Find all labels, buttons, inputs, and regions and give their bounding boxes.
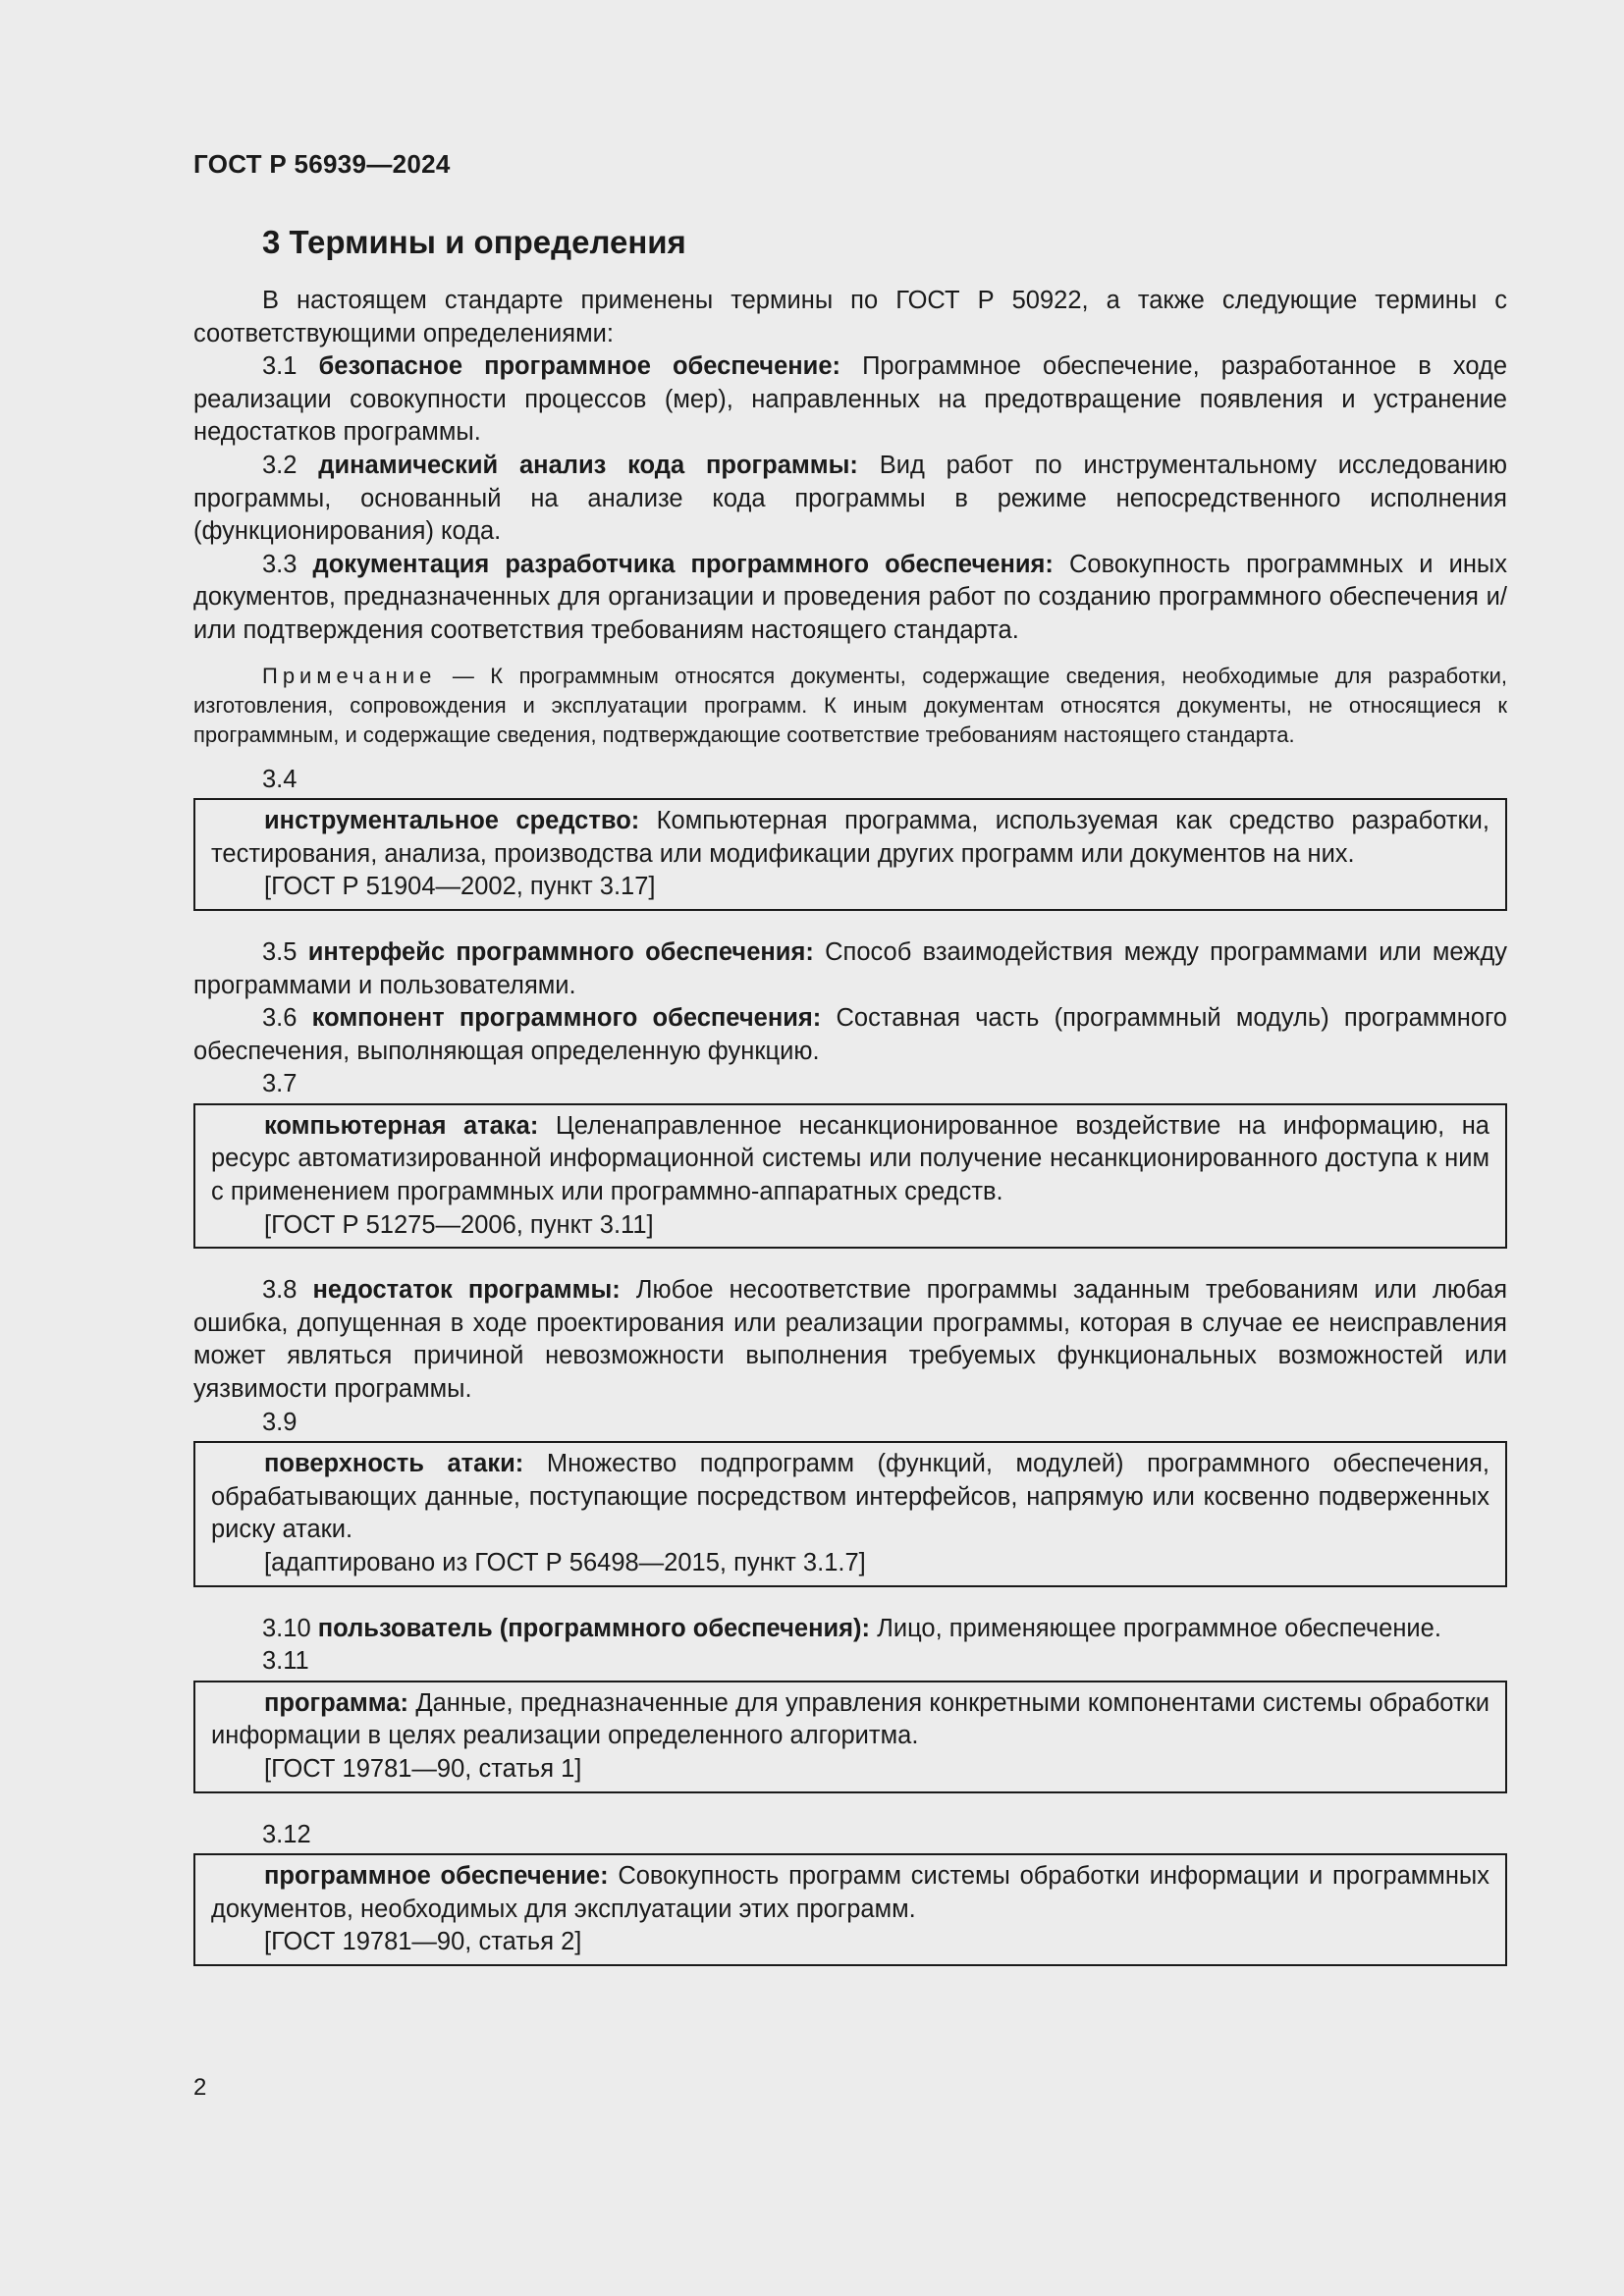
page-number: 2 bbox=[193, 2074, 207, 2101]
term-definition: Совокупность программных и иных документов, предназначенных для организации и проведения работ по созданию программного обеспечения и/или подтверждения соответствия требованиям настоящего стандарта. bbox=[193, 550, 1507, 644]
term-source: [ГОСТ 19781—90, статья 1] bbox=[264, 1754, 582, 1783]
term-name: инструментальное средство: bbox=[264, 807, 640, 835]
term-3-6: 3.6 компонент программного обеспечения: Составная часть (программный модуль) программного обеспечения, выполняющая определенную функцию. bbox=[193, 1004, 1507, 1065]
term-definition: Совокупность программ системы обработки информации и программных документов, необходимых для эксплуатации этих программ. bbox=[211, 1862, 1490, 1923]
term-name: компьютерная атака: bbox=[264, 1111, 539, 1140]
term-definition: Компьютерная программа, используемая как средство разработки, тестирования, анализа, производства или модификации других программ или документов на них. bbox=[211, 807, 1489, 868]
term-source: [ГОСТ Р 51904—2002, пункт 3.17] bbox=[264, 873, 656, 901]
term-box-3-4 bbox=[193, 798, 1507, 911]
note bbox=[193, 662, 1507, 750]
term-definition: Лицо, применяющее программное обеспечение. bbox=[877, 1614, 1441, 1642]
term-definition: Вид работ по инструментальному исследованию программы, основанный на анализе кода программы в режиме непосредственного исполнения (функционирования) кода. bbox=[193, 451, 1507, 546]
intro-paragraph: В настоящем стандарте применены термины по ГОСТ Р 50922, а также следующие термины с соответствующими определениями: bbox=[193, 287, 1507, 347]
term-box-3-9 bbox=[193, 1441, 1507, 1586]
section-title: 3 Термины и определения bbox=[262, 224, 686, 260]
document-body bbox=[193, 285, 1507, 1992]
term-definition: Программное обеспечение, разработанное в ходе реализации совокупности процессов (мер), направленных на предотвращение появления и устранение недостатков программы. bbox=[193, 352, 1508, 447]
term-definition: Составная часть (программный модуль) программного обеспечения, выполняющая определенную функцию. bbox=[193, 1004, 1507, 1065]
term-definition: Множество подпрограмм (функций, модулей) программного обеспечения, обрабатывающих данные, поступающие посредством интерфейсов, напрямую или косвенно подверженных риску атаки. bbox=[211, 1450, 1489, 1544]
term-3-10: 3.10 пользователь (программного обеспечения): Лицо, применяющее программное обеспечение. bbox=[262, 1614, 1441, 1642]
term-source: [ГОСТ 19781—90, статья 2] bbox=[264, 1928, 582, 1956]
term-source: [ГОСТ Р 51275—2006, пункт 3.11] bbox=[264, 1210, 654, 1239]
note-text: — К программным относятся документы, содержащие сведения, необходимые для разработки, изготовления, сопровождения и эксплуатации программ. К иным документам относятся документы, не относящиеся к программным, и содержащие сведения, подтверждающие соответствие требованиям настоящего стандарта. bbox=[193, 663, 1507, 747]
term-box-3-12 bbox=[193, 1853, 1507, 1966]
term-definition: Способ взаимодействия между программами или между программами и пользователями. bbox=[193, 937, 1507, 999]
term-3-1: 3.1 безопасное программное обеспечение: Программное обеспечение, разработанное в ходе реализации совокупности процессов (мер), направленных на предотвращение появления и устранение недостатков программы. bbox=[193, 352, 1508, 447]
term-definition: Целенаправленное несанкционированное воздействие на информацию, на ресурс автоматизированной информационной системы или получение несанкционированного доступа к ним с применением программных или программно-аппаратных средств. bbox=[211, 1111, 1489, 1206]
term-3-8: 3.8 недостаток программы: Любое несоответствие программы заданным требованиям или любая ошибка, допущенная в ходе проектирования или реализации программы, которая в случае ее неисправления может являться причиной невозможности выполнения требуемых функциональных возможностей или уязвимости программы. bbox=[193, 1276, 1508, 1404]
term-definition: Данные, предназначенные для управления конкретными компонентами системы обработки информации в целях реализации определенного алгоритма. bbox=[211, 1688, 1489, 1750]
term-name: пользователь (программного обеспечения): bbox=[317, 1614, 871, 1642]
term-name: безопасное программное обеспечение: bbox=[318, 352, 841, 381]
term-name: программа: bbox=[264, 1688, 408, 1717]
term-3-2: 3.2 динамический анализ кода программы: Вид работ по инструментальному исследованию программы, основанный на анализе кода программы в режиме непосредственного исполнения (функционирования) кода. bbox=[193, 451, 1507, 546]
term-3-5: 3.5 интерфейс программного обеспечения: Способ взаимодействия между программами или между программами и пользователями. bbox=[193, 937, 1507, 999]
term-number-3-12: 3.12 bbox=[262, 1820, 311, 1848]
term-name: интерфейс программного обеспечения: bbox=[307, 937, 814, 966]
term-name: документация разработчика программного обеспечения: bbox=[312, 550, 1054, 578]
term-number-3-7: 3.7 bbox=[262, 1070, 298, 1098]
term-name: поверхность атаки: bbox=[264, 1450, 524, 1478]
term-name: недостаток программы: bbox=[312, 1276, 621, 1305]
term-box-3-11 bbox=[193, 1681, 1507, 1793]
term-box-3-7 bbox=[193, 1103, 1507, 1249]
term-definition: Любое несоответствие программы заданным требованиям или любая ошибка, допущенная в ходе проектирования или реализации программы, которая в случае ее неисправления может являться причиной невозможности выполнения требуемых функциональных возможностей или уязвимости программы. bbox=[193, 1276, 1508, 1404]
document-id: ГОСТ Р 56939—2024 bbox=[193, 149, 451, 179]
term-3-3: 3.3 документация разработчика программного обеспечения: Совокупность программных и иных документов, предназначенных для организации и проведения работ по созданию программного обеспечения и/или подтверждения соответствия требованиям настоящего стандарта. bbox=[193, 550, 1507, 644]
term-name: динамический анализ кода программы: bbox=[318, 451, 858, 479]
term-name: компонент программного обеспечения: bbox=[311, 1004, 822, 1033]
term-source: [адаптировано из ГОСТ Р 56498—2015, пункт 3.1.7] bbox=[264, 1549, 866, 1576]
note-label: Примечание bbox=[262, 663, 437, 688]
term-number-3-4: 3.4 bbox=[262, 765, 298, 793]
term-name: программное обеспечение: bbox=[264, 1862, 609, 1891]
term-number-3-9: 3.9 bbox=[262, 1408, 298, 1436]
term-number-3-11: 3.11 bbox=[262, 1647, 309, 1676]
